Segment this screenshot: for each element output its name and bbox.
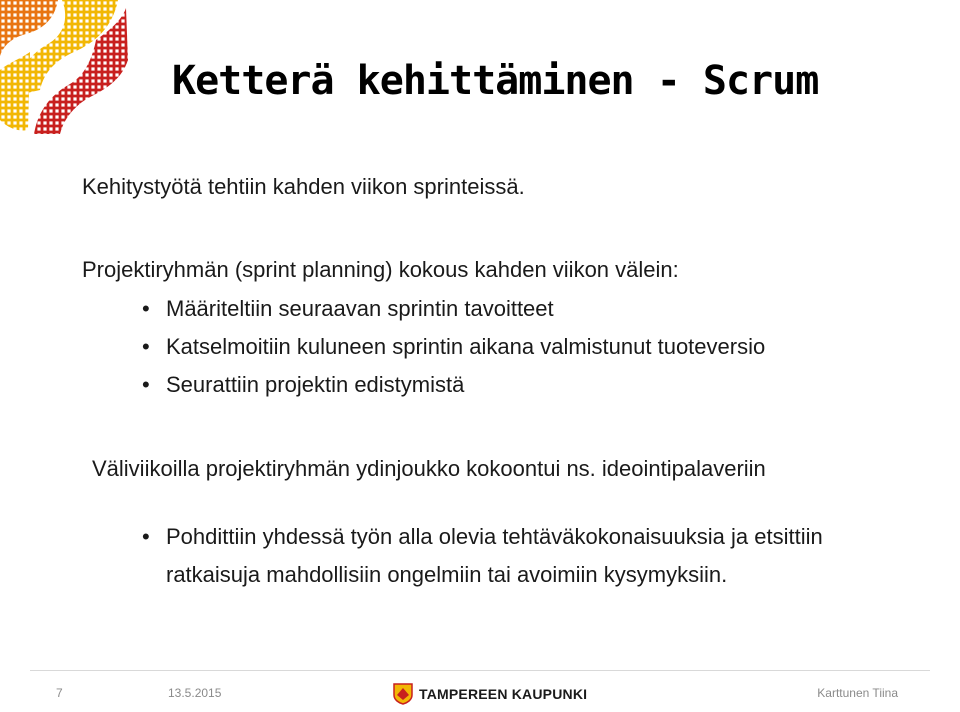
list-item: • Pohdittiin yhdessä työn alla olevia tehtäväkokonaisuuksia ja etsittiin ratkaisuja mahdollisiin ongelmiin tai avoimiin kysymyksiin. (142, 518, 912, 594)
list-item: • Määriteltiin seuraavan sprintin tavoitteet (142, 290, 765, 328)
footer-divider (30, 670, 930, 671)
ideation-lead: Väliviikoilla projektiryhmän ydinjoukko kokoontui ns. ideointipalaveriin (92, 456, 766, 481)
planning-lead: Projektiryhmän (sprint planning) kokous kahden viikon välein: (82, 257, 679, 282)
planning-list (142, 290, 765, 404)
grid-wave-logo-icon (0, 0, 130, 135)
list-item: • Katselmoitiin kuluneen sprintin aikana valmistunut tuoteversio (142, 328, 765, 366)
footer-date: 13.5.2015 (168, 686, 222, 700)
page-number: 7 (56, 686, 63, 700)
footer-author: Karttunen Tiina (817, 686, 898, 700)
slide-title: Ketterä kehittäminen - Scrum (172, 58, 819, 104)
ideation-list (142, 518, 912, 594)
intro-text: Kehitystyötä tehtiin kahden viikon sprinteissä. (82, 174, 525, 199)
tampere-crest-icon (393, 683, 413, 705)
brand-name: TAMPEREEN KAUPUNKI (419, 686, 588, 702)
footer-brand (393, 683, 587, 705)
list-item: • Seurattiin projektin edistymistä (142, 366, 765, 404)
